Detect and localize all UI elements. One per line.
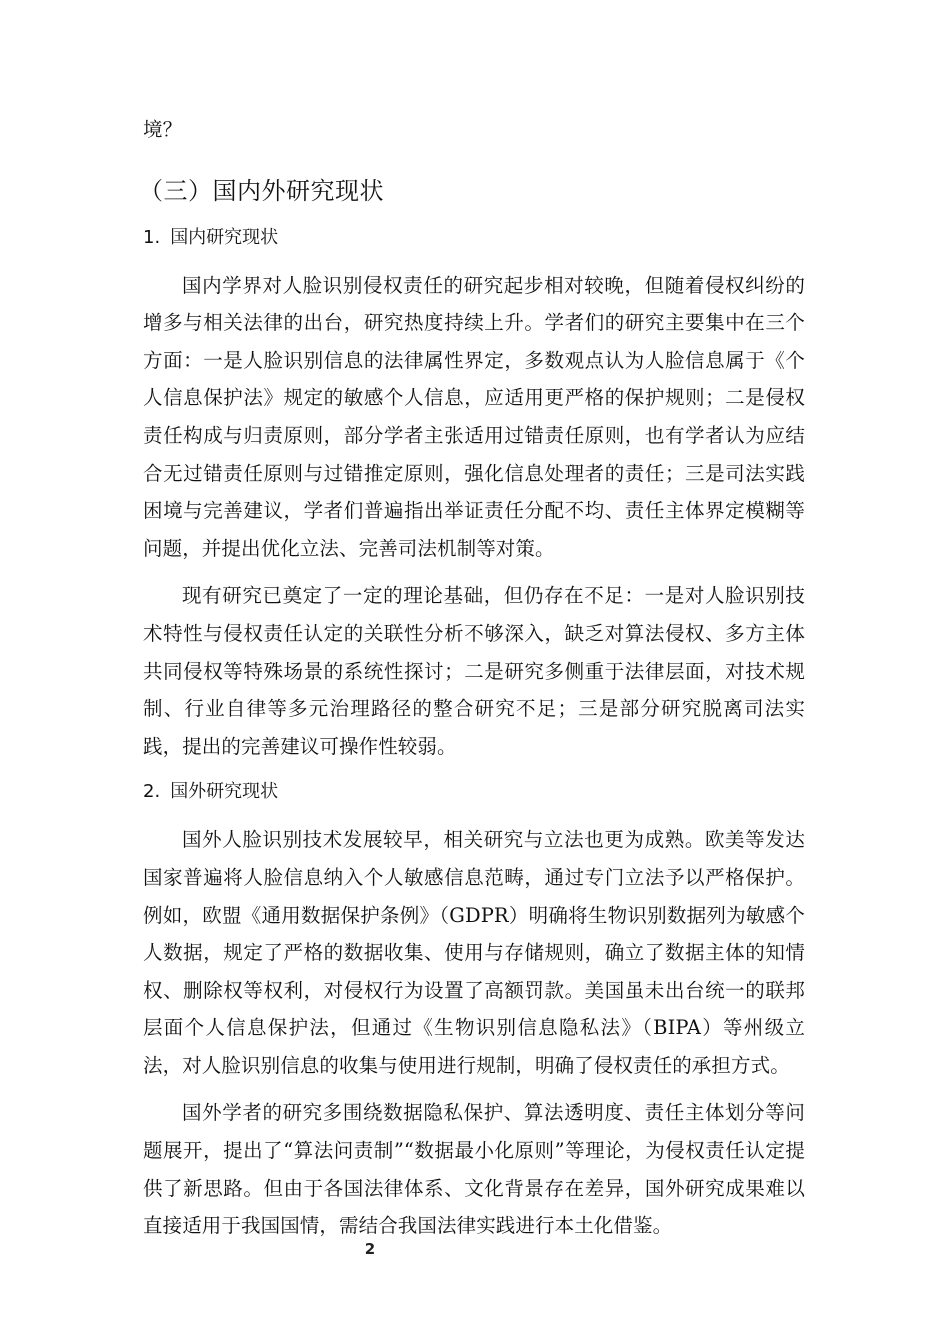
subsection-number: 2. (143, 781, 161, 803)
subsection-heading-foreign (143, 777, 805, 807)
subsection-title: 国内研究现状 (170, 226, 279, 248)
carry-over-text: 境？ (143, 118, 183, 141)
page-number: 2 (364, 1240, 376, 1258)
paragraph: 国外人脸识别技术发展较早，相关研究与立法也更为成熟。欧美等发达国家普遍将人脸信息纳入个人敏感信息范畴，通过专门立法予以严格保护。例如，欧盟《通用数据保护条例》（GDPR）明确将生物识别数据列为敏感个人数据，规定了严格的数据收集、使用与存储规则，确立了数据主体的知情权、删除权等权利，对侵权行为设置了高额罚款。美国虽未出台统一的联邦层面个人信息保护法，但通过《生物识别信息隐私法》（BIPA）等州级立法，对人脸识别信息的收集与使用进行规制，明确了侵权责任的承担方式。 (143, 828, 805, 1077)
paragraph-gap (143, 1084, 805, 1094)
paragraph: 国外学者的研究多围绕数据隐私保护、算法透明度、责任主体划分等问题展开，提出了“算法问责制”“数据最小化原则”等理论，为侵权责任认定提供了新思路。但由于各国法律体系、文化背景存在差异，国外研究成果难以直接适用于我国国情，需结合我国法律实践进行本土化借鉴。 (143, 1101, 805, 1238)
section-heading: （三）国内外研究现状 (139, 176, 384, 205)
subsection-title: 国外研究现状 (170, 781, 279, 803)
paragraph: 国内学界对人脸识别侵权责任的研究起步相对较晚，但随着侵权纠纷的增多与相关法律的出台，研究热度持续上升。学者们的研究主要集中在三个方面：一是人脸识别信息的法律属性界定，多数观点认为人脸信息属于《个人信息保护法》规定的敏感个人信息，应适用更严格的保护规则；二是侵权责任构成与归责原则，部分学者主张适用过错责任原则，也有学者认为应结合无过错责任原则与过错推定原则，强化信息处理者的责任；三是司法实践困境与完善建议，学者们普遍指出举证责任分配不均、责任主体界定模糊等问题，并提出优化立法、完善司法机制等对策。 (143, 273, 805, 560)
paragraph: 现有研究已奠定了一定的理论基础，但仍存在不足：一是对人脸识别技术特性与侵权责任认定的关联性分析不够深入，缺乏对算法侵权、多方主体共同侵权等特殊场景的系统性探讨；二是研究多侧重于法律层面，对技术规制、行业自律等多元治理路径的整合研究不足；三是部分研究脱离司法实践，提出的完善建议可操作性较弱。 (143, 584, 805, 758)
page-content (139, 111, 805, 1245)
paragraph-gap (143, 567, 805, 577)
subsection-heading-domestic (143, 223, 805, 253)
subsection-number: 1. (143, 226, 161, 248)
